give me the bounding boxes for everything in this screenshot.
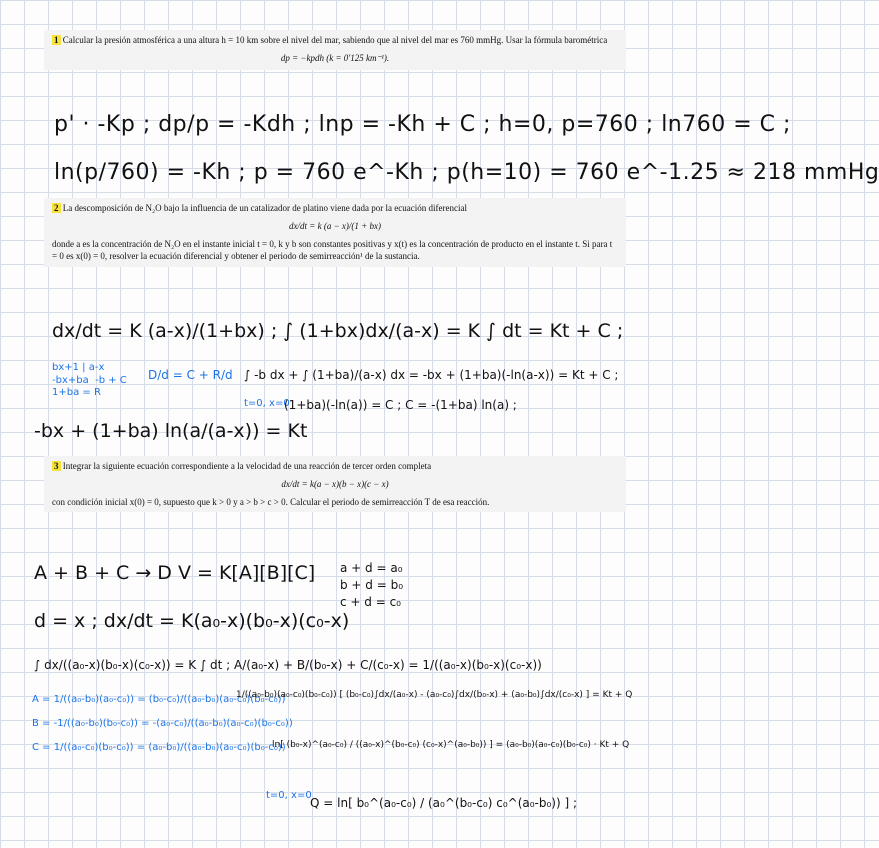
handwritten-line: A + B + C → D V = K[A][B][C] bbox=[34, 562, 316, 584]
handwritten-line: ∫ -b dx + ∫ (1+ba)/(a-x) dx = -bx + (1+ba)(-ln(a-x)) = Kt + C ; bbox=[244, 368, 619, 382]
problem-text: donde a es la concentración de N₂O en el instante inicial t = 0, k y b son constantes positivas y x(t) es la concentración de producto en el instante t. Si para t = 0 es x(0) = 0, resolver la ecuación diferencial y obtener el periodo de semirreacción¹ de la sustancia. bbox=[52, 239, 613, 262]
handwritten-line: ln(p/760) = -Kh ; p = 760 e^-Kh ; p(h=10) = 760 e^-1.25 ≈ 218 mmHg bbox=[54, 160, 879, 185]
handwritten-line: a + d = a₀ bbox=[340, 561, 403, 575]
handwritten-line: -bx + (1+ba) ln(a/(a-x)) = Kt bbox=[34, 420, 308, 442]
handwritten-line: Q = ln[ b₀^(a₀-c₀) / (a₀^(b₀-c₀) c₀^(a₀-b₀)) ] ; bbox=[310, 796, 578, 810]
handwritten-note: C = 1/((a₀-c₀)(b₀-c₀)) = (a₀-b₀)/((a₀-b₀)(a₀-c₀)(b₀-c₀)) bbox=[32, 742, 286, 753]
handwritten-note: t=0, x=0 bbox=[244, 398, 290, 409]
handwritten-note: D/d = C + R/d bbox=[148, 368, 233, 382]
problem-number: 1 bbox=[54, 35, 59, 45]
equation: dx/dt = k(a − x)(b − x)(c − x) bbox=[281, 479, 389, 490]
problem-text: Calcular la presión atmosférica a una altura h = 10 km sobre el nivel del mar, sabiendo que al nivel del mar es 760 mmHg. Usar la fórmula barométrica bbox=[62, 35, 608, 45]
problem-text: Integrar la siguiente ecuación correspondiente a la velocidad de una reacción de tercer orden completa bbox=[62, 461, 432, 471]
equation: dp = −kpdh (k = 0′125 km⁻¹). bbox=[280, 53, 390, 64]
problem-number: 2 bbox=[54, 203, 59, 213]
handwritten-note: t=0, x=0 bbox=[266, 790, 312, 801]
handwritten-line: ∫ dx/((a₀-x)(b₀-x)(c₀-x)) = K ∫ dt ; A/(a₀-x) + B/(b₀-x) + C/(c₀-x) = 1/((a₀-x)(b₀-x)(c₀-x)) bbox=[34, 658, 542, 672]
handwritten-note: A = 1/((a₀-b₀)(a₀-c₀)) = (b₀-c₀)/((a₀-b₀)(a₀-c₀)(b₀-c₀)) bbox=[32, 694, 286, 705]
handwritten-note: B = -1/((a₀-b₀)(b₀-c₀)) = -(a₀-c₀)/((a₀-b₀)(a₀-c₀)(b₀-c₀)) bbox=[32, 718, 293, 729]
handwritten-line: (1+ba)(-ln(a)) = C ; C = -(1+ba) ln(a) ; bbox=[284, 398, 517, 412]
handwritten-line: b + d = b₀ bbox=[340, 577, 404, 592]
problem-1-box bbox=[44, 30, 626, 70]
handwritten-line: d = x ; dx/dt = K(a₀-x)(b₀-x)(c₀-x) bbox=[34, 610, 350, 632]
problem-3-box bbox=[44, 456, 626, 512]
handwritten-line: dx/dt = K (a-x)/(1+bx) ; ∫ (1+bx)dx/(a-x) = K ∫ dt = Kt + C ; bbox=[52, 320, 624, 342]
problem-number: 3 bbox=[54, 461, 59, 471]
handwritten-line: p' · -Kp ; dp/p = -Kdh ; lnp = -Kh + C ; h=0, p=760 ; ln760 = C ; bbox=[54, 112, 791, 137]
handwritten-line: c + d = c₀ bbox=[340, 594, 401, 609]
problem-text: con condición inicial x(0) = 0, supuesto que k > 0 y a > b > c > 0. Calcular el periodo de semirreacción T de esa reacción. bbox=[52, 497, 490, 508]
problem-text: La descomposición de N₂O bajo la influencia de un catalizador de platino viene dada por la ecuación diferencial bbox=[62, 203, 467, 213]
handwritten-list bbox=[340, 560, 403, 610]
problem-2-box bbox=[44, 198, 626, 267]
handwritten-note: bx+1 | a-x -bx+ba -b + C 1+ba = R bbox=[52, 362, 127, 398]
handwritten-line: ln[ (b₀-x)^(a₀-c₀) / ((a₀-x)^(b₀-c₀) (c₀-x)^(a₀-b₀)) ] = (a₀-b₀)(a₀-c₀)(b₀-c₀) · Kt + Q bbox=[272, 740, 630, 750]
equation: dx/dt = k (a − x)/(1 + bx) bbox=[289, 221, 381, 232]
handwritten-line: 1/((a₀-b₀)(a₀-c₀)(b₀-c₀)) [ (b₀-c₀)∫dx/(a₀-x) - (a₀-c₀)∫dx/(b₀-x) + (a₀-b₀)∫dx/(c₀-x) ] = Kt + Q bbox=[236, 690, 633, 700]
